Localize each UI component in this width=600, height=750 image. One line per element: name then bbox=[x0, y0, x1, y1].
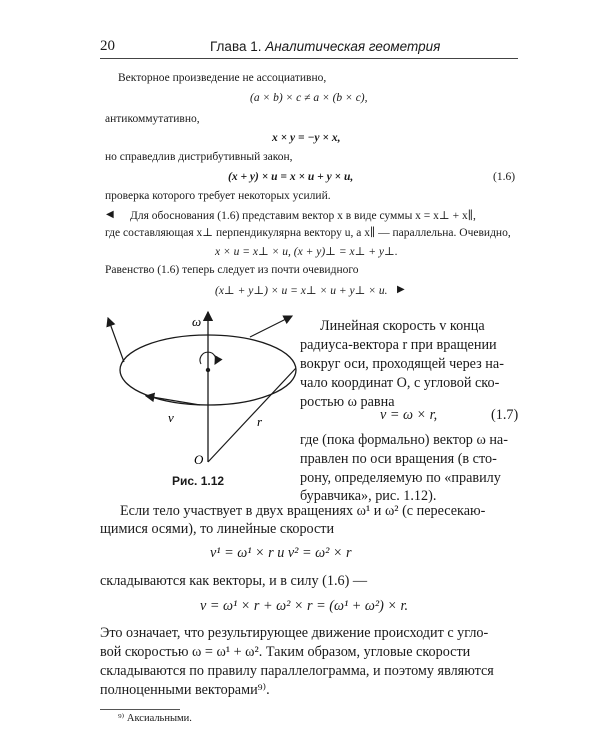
lower-text-line-7: полноценными векторами⁹⁾. bbox=[100, 682, 270, 698]
velocity-arrow-bottom bbox=[146, 396, 200, 405]
center-point-icon bbox=[206, 368, 210, 372]
paragraph-proof-line-1: Для обоснования (1.6) представим вектор x в виде суммы x = x⊥ + x∥, bbox=[130, 210, 476, 222]
paragraph-effort: проверка которого требует некоторых усилий. bbox=[105, 190, 331, 202]
side-text-line-3: вокруг оси, проходящей через на- bbox=[300, 356, 504, 372]
paragraph-anticommutative: антикоммутативно, bbox=[105, 113, 200, 125]
footnote: ⁹⁾ Аксиальными. bbox=[118, 713, 192, 724]
equation-two-rotations: v¹ = ω¹ × r и v² = ω² × r bbox=[210, 545, 352, 561]
equation-perpendicular: x × u = x⊥ × u, (x + y)⊥ = x⊥ + y⊥. bbox=[215, 246, 398, 258]
velocity-arrow-left bbox=[108, 318, 124, 362]
chapter-label: Глава 1. bbox=[210, 39, 262, 54]
equation-anticommutative: x × y = −y × x, bbox=[272, 132, 341, 144]
side-text-line-2: радиуса-вектора r при вращении bbox=[300, 337, 497, 353]
lower-text-line-3: складываются как векторы, и в силу (1.6) — bbox=[100, 573, 368, 589]
side-text-line-6: где (пока формально) вектор ω на- bbox=[300, 432, 508, 448]
equation-sum-velocities: v = ω¹ × r + ω² × r = (ω¹ + ω²) × r. bbox=[200, 598, 409, 614]
paragraph-distributive: но справедлив дистрибутивный закон, bbox=[105, 151, 293, 163]
footnote-rule bbox=[100, 709, 180, 710]
equation-number-1-7: (1.7) bbox=[491, 407, 519, 423]
figure-caption: Рис. 1.12 bbox=[172, 474, 225, 488]
equation-linear-velocity: v = ω × r, bbox=[380, 407, 438, 423]
side-text-line-9: буравчика», рис. 1.12). bbox=[300, 488, 437, 504]
equation-nonassociative: (a × b) × c ≠ a × (b × c), bbox=[250, 92, 368, 104]
paragraph-nonassociative: Векторное произведение не ассоциативно, bbox=[118, 72, 327, 84]
figure-label-v: v bbox=[168, 410, 174, 425]
lower-text-line-1: Если тело участвует в двух вращениях ω¹ и ω² (с пересекаю- bbox=[120, 503, 486, 519]
lower-text-line-4: Это означает, что результирующее движение происходит с угло- bbox=[100, 625, 489, 641]
proof-end-mark: ▶ bbox=[397, 284, 405, 295]
header-rule bbox=[100, 58, 518, 59]
equation-number-1-6: (1.6) bbox=[493, 171, 516, 183]
paragraph-follows: Равенство (1.6) теперь следует из почти очевидного bbox=[105, 264, 359, 276]
figure-label-r: r bbox=[257, 414, 263, 429]
lower-text-line-6: складываются по правилу параллелограмма, и поэтому являются bbox=[100, 663, 494, 679]
lower-text-line-2: щимися осями), то линейные скорости bbox=[100, 521, 335, 537]
side-text-line-4: чало координат O, с угловой ско- bbox=[300, 375, 500, 391]
figure-label-origin: O bbox=[194, 452, 204, 467]
paragraph-proof-line-2: где составляющая x⊥ перпендикулярна вектору u, а x∥ — параллельна. Очевидно, bbox=[105, 227, 511, 239]
side-text-line-5: ростью ω равна bbox=[300, 394, 395, 410]
side-text-line-1: Линейная скорость v конца bbox=[320, 318, 485, 334]
figure-label-omega: ω bbox=[192, 314, 202, 329]
page-number: 20 bbox=[100, 38, 115, 54]
chapter-header bbox=[210, 39, 440, 54]
side-text-line-7: правлен по оси вращения (в сто- bbox=[300, 451, 497, 467]
equation-obvious: (x⊥ + y⊥) × u = x⊥ × u + y⊥ × u. bbox=[215, 285, 388, 297]
chapter-title: Аналитическая геометрия bbox=[265, 39, 441, 54]
proof-start-mark: ◀ bbox=[106, 209, 114, 220]
equation-distributive: (x + y) × u = x × u + y × u, bbox=[228, 171, 354, 183]
side-text-line-8: рону, определяемую по «правилу bbox=[300, 470, 501, 486]
velocity-arrow-top bbox=[250, 316, 292, 337]
figure-rotation-diagram bbox=[100, 300, 300, 470]
radius-vector-line bbox=[208, 368, 296, 462]
lower-text-line-5: вой скоростью ω = ω¹ + ω². Таким образом, угловые скорости bbox=[100, 644, 471, 660]
